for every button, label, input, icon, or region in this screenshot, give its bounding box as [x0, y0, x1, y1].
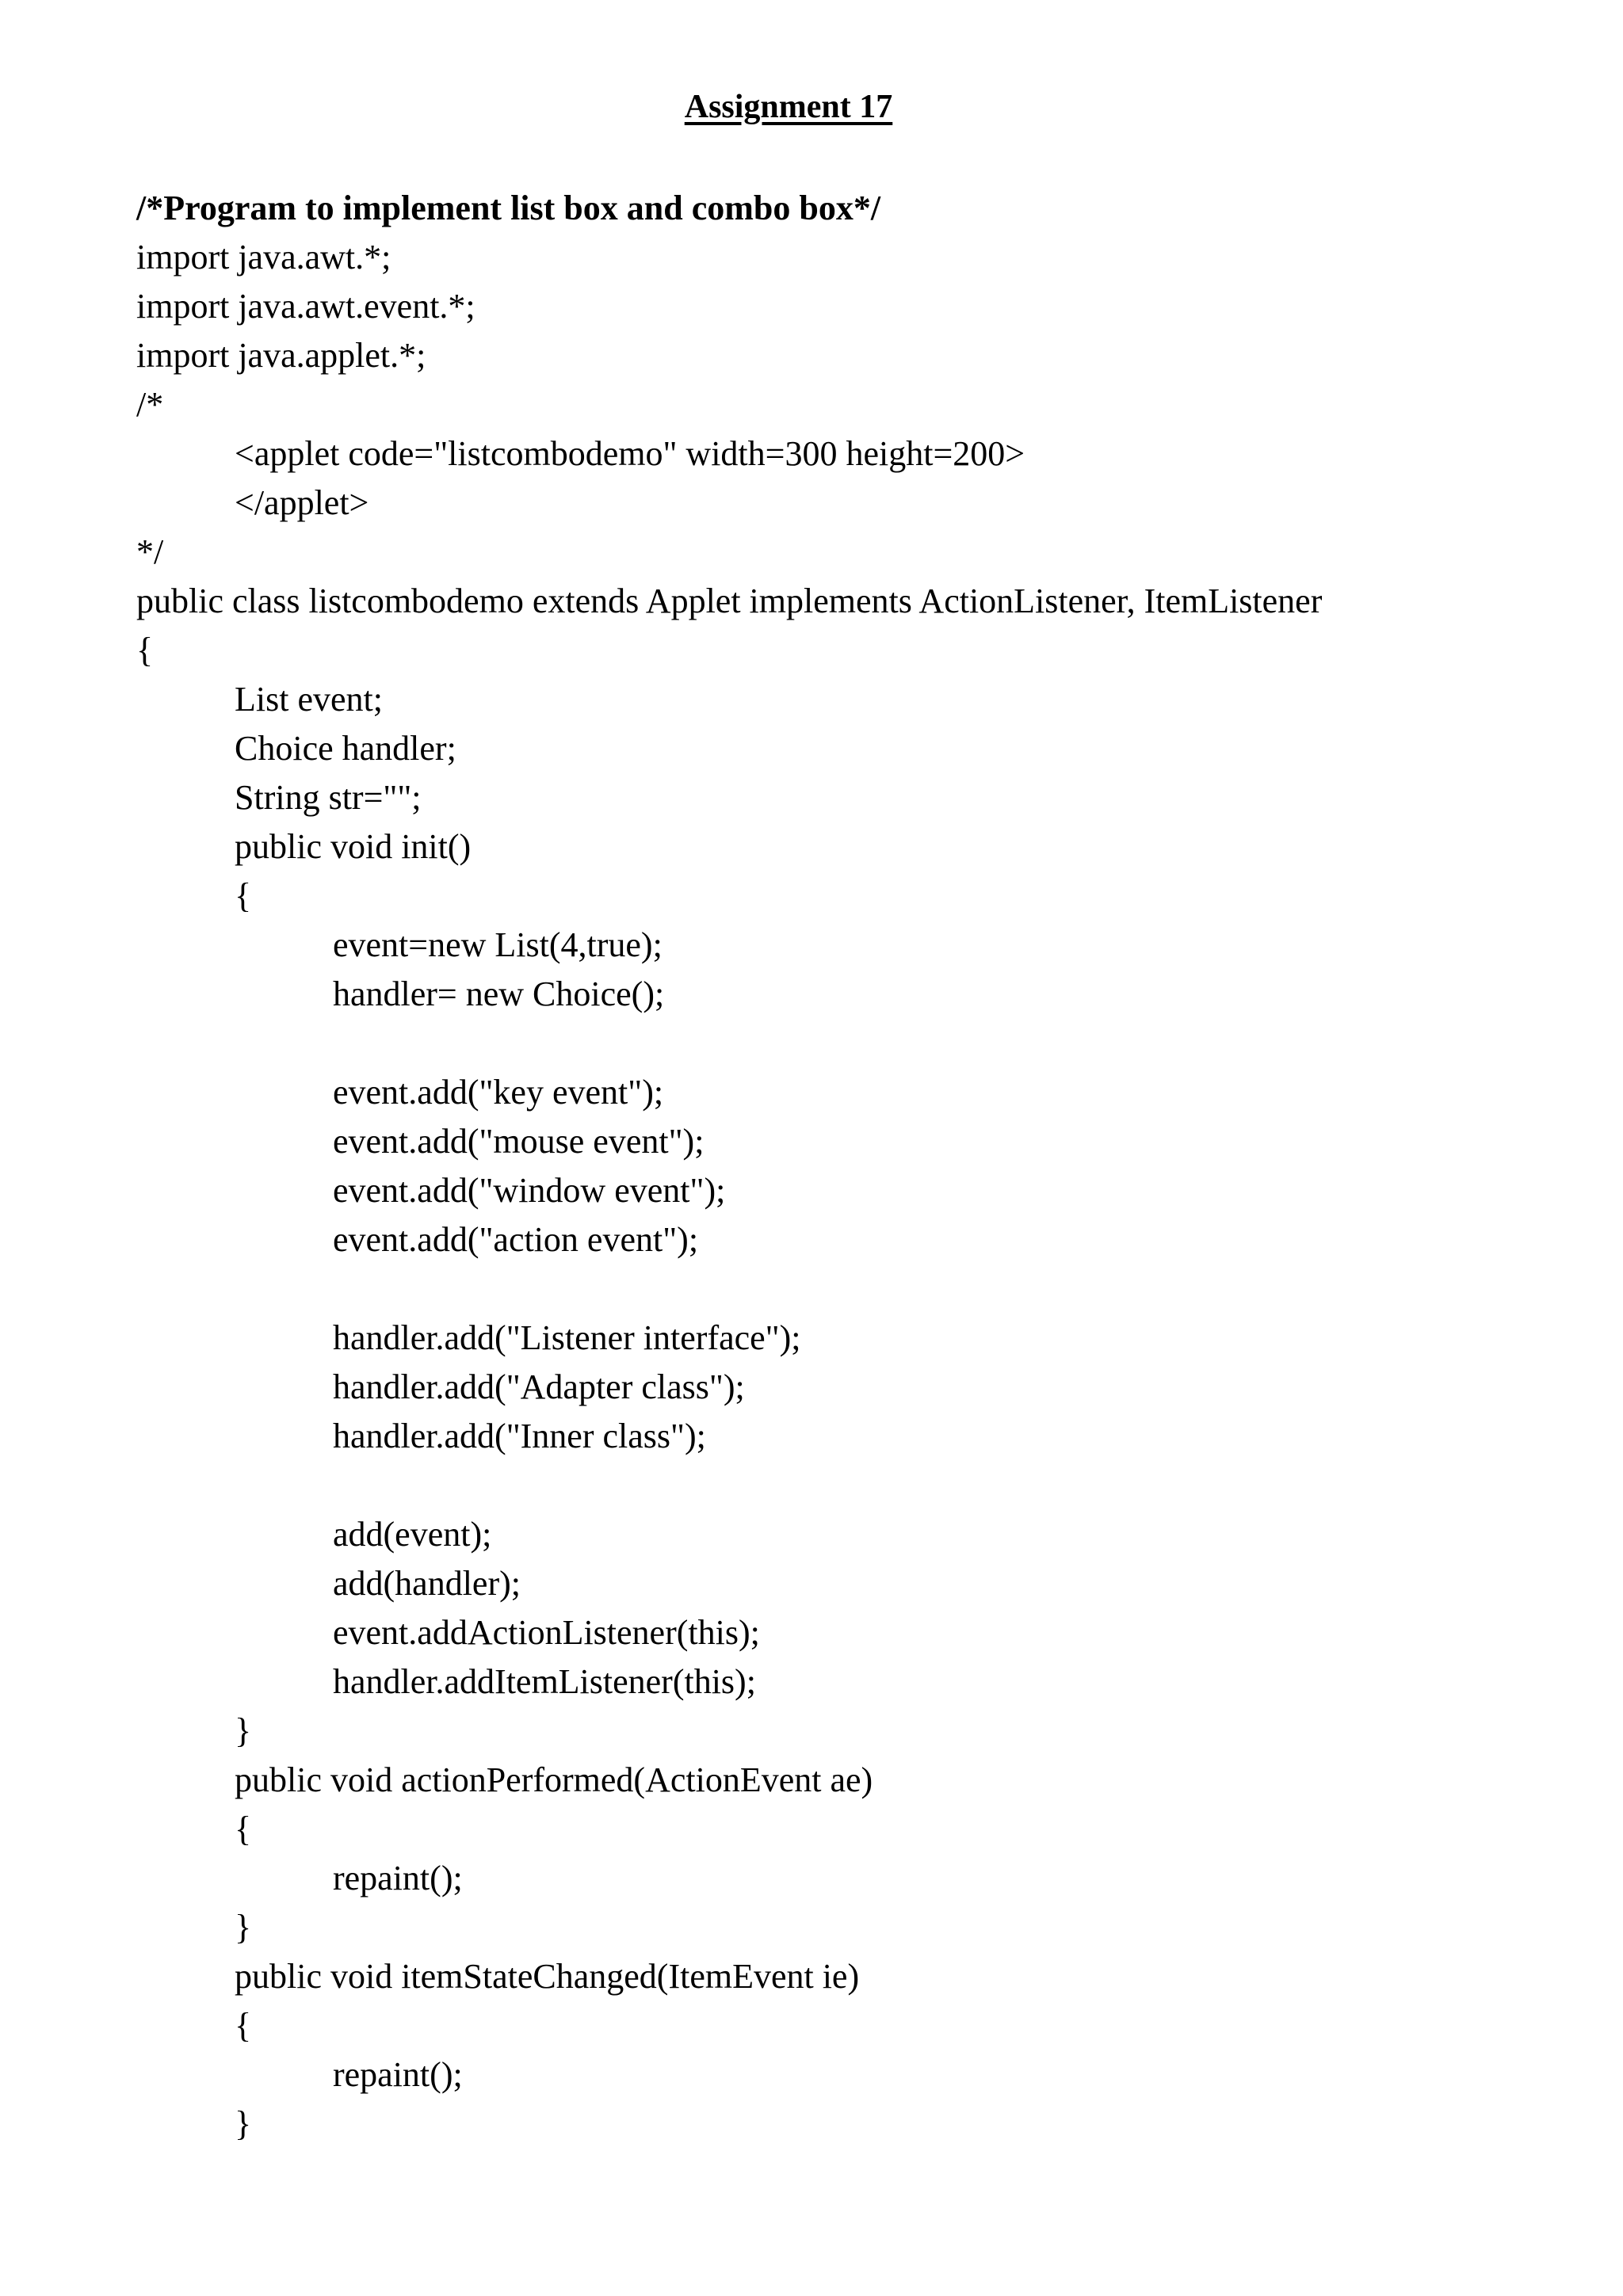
code-line: handler.add("Listener interface"); [333, 1318, 801, 1357]
code-line: } [235, 2104, 252, 2143]
code-line: add(handler); [333, 1564, 521, 1603]
code-line: List event; [235, 680, 383, 719]
program-comment: /*Program to implement list box and combo box*/ [136, 189, 881, 227]
code-line: } [235, 1908, 252, 1947]
code-line: event.addActionListener(this); [333, 1613, 760, 1652]
code-line: repaint(); [333, 1859, 463, 1897]
code-line: } [235, 1711, 252, 1750]
code-line: add(event); [333, 1515, 492, 1554]
blank-line [136, 1019, 1322, 1068]
method-declaration: public void actionPerformed(ActionEvent ae) [235, 1760, 873, 1799]
code-line: event.add("action event"); [333, 1220, 699, 1259]
blank-line [136, 1264, 1322, 1314]
code-line: handler.add("Inner class"); [333, 1417, 706, 1455]
code-line: { [235, 1810, 252, 1848]
code-line: { [235, 876, 252, 915]
code-line: import java.applet.*; [136, 336, 426, 375]
code-line: import java.awt.event.*; [136, 287, 475, 326]
code-line: handler.add("Adapter class"); [333, 1367, 745, 1406]
code-line: handler= new Choice(); [333, 974, 665, 1013]
class-declaration: public class listcombodemo extends Applet implements ActionListener, ItemListener [136, 582, 1323, 620]
code-line: event.add("mouse event"); [333, 1122, 705, 1161]
code-line: </applet> [235, 483, 369, 522]
code-line: <applet code="listcombodemo" width=300 height=200> [235, 434, 1025, 473]
code-line: Choice handler; [235, 729, 456, 768]
code-line: repaint(); [333, 2055, 463, 2094]
method-declaration: public void init() [235, 827, 472, 866]
code-line: event.add("key event"); [333, 1073, 664, 1112]
code-line: String str=""; [235, 778, 422, 817]
code-line: */ [136, 532, 164, 571]
blank-line [136, 1461, 1322, 1510]
code-line: event=new List(4,true); [333, 925, 663, 964]
code-line: event.add("window event"); [333, 1171, 726, 1210]
method-declaration: public void itemStateChanged(ItemEvent ie) [235, 1957, 860, 1996]
code-line: { [235, 2006, 252, 2045]
code-line: handler.addItemListener(this); [333, 1662, 756, 1701]
assignment-title: Assignment 17 [684, 89, 893, 125]
code-line: { [136, 631, 154, 669]
code-line: /* [136, 385, 164, 424]
code-line: import java.awt.*; [136, 238, 391, 277]
code-listing [136, 184, 1322, 2149]
